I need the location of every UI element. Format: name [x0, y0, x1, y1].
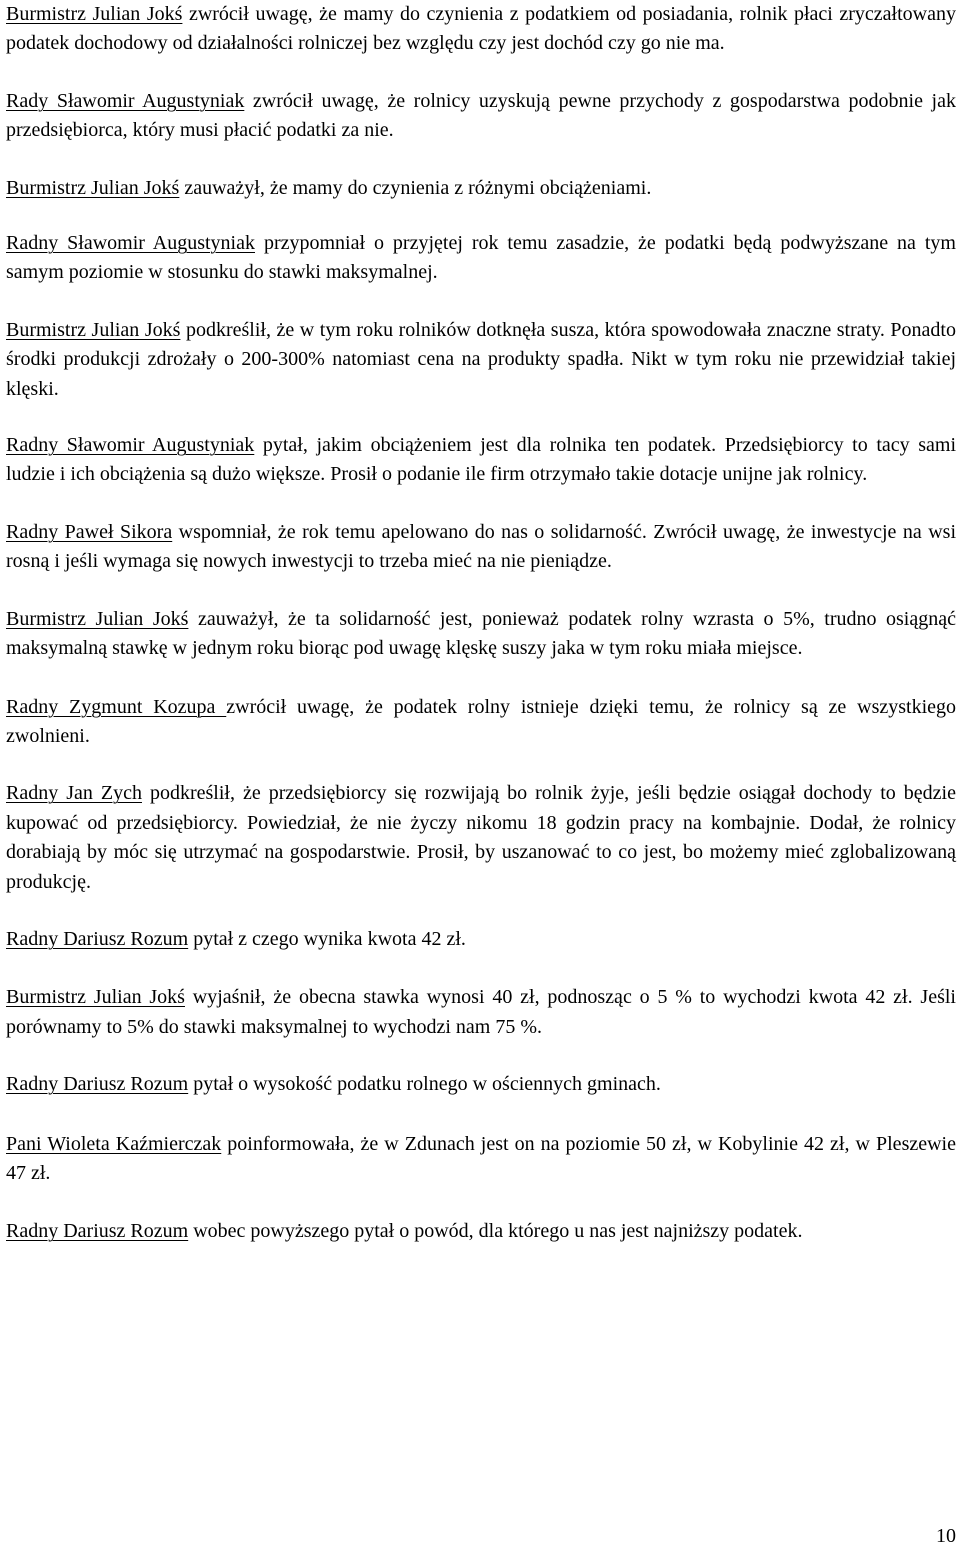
speaker-name: Radny Dariusz Rozum	[6, 927, 189, 950]
paragraph-text: pytał z czego wynika kwota 42 zł.	[188, 927, 466, 950]
paragraph	[6, 431, 956, 490]
speaker-name: Radny Jan Zych	[6, 782, 142, 805]
speaker-name: Burmistrz Julian Jokś	[6, 176, 180, 199]
paragraph-text: zwrócił uwagę, że mamy do czynienia z podatkiem od posiadania, rolnik płaci zryczałtowany podatek dochodowy od działalności rolniczej bez względu czy jest dochód czy go nie ma.	[6, 3, 956, 55]
speaker-name: Radny Paweł Sikora	[6, 520, 173, 543]
paragraph	[6, 605, 956, 664]
paragraph	[6, 1070, 956, 1099]
speaker-name: Radny Sławomir Augustyniak	[6, 232, 255, 255]
paragraph-text: zwrócił uwagę, że rolnicy uzyskują pewne przychody z gospodarstwa podobnie jak przedsiębiorca, który musi płacić podatki za nie.	[6, 89, 956, 142]
speaker-name: Pani Wioleta Kaźmierczak	[6, 1132, 222, 1155]
paragraph-text: podkreślił, że w tym roku rolników dotknęła susza, która spowodowała znaczne straty. Ponadto środki produkcji zdrożały o 200-300% natomiast cena na produkty spadła. Nikt w tym roku nie przewidział takiej klęski.	[6, 318, 956, 400]
paragraph	[6, 693, 956, 752]
paragraph-text: zauważył, że ta solidarność jest, ponieważ podatek rolny wzrasta o 5%, trudno osiągnąć maksymalną stawkę w jednym roku biorąc pod uwagę klęskę suszy jaka w tym roku miała miejsce.	[6, 607, 956, 660]
paragraph	[6, 316, 956, 404]
document-body	[6, 0, 956, 1247]
paragraph	[6, 1217, 956, 1246]
paragraph	[6, 0, 956, 59]
paragraph-text: podkreślił, że przedsiębiorcy się rozwijają bo rolnik żyje, jeśli będzie osiągał dochody to będzie kupować od przedsiębiorcy. Powiedział, że nie życzy nikomu 18 godzin pracy na kombajnie. Dodał, że rolnicy dorabiają by móc się utrzymać na gospodarstwie. Prosił, by uszanować to co jest, bo możemy mieć zglobalizowaną produkcję.	[6, 782, 956, 893]
paragraph-text: wobec powyższego pytał o powód, dla którego u nas jest najniższy podatek.	[188, 1220, 803, 1243]
speaker-name: Burmistrz Julian Jokś	[6, 318, 181, 341]
paragraph	[6, 1130, 956, 1189]
speaker-name: Radny Dariusz Rozum	[6, 1220, 189, 1243]
speaker-name: Burmistrz Julian Jokś	[6, 3, 183, 25]
paragraph-text: zwrócił uwagę, że podatek rolny istnieje dzięki temu, że rolnicy są ze wszystkiego zwolnieni.	[6, 695, 957, 747]
paragraph	[6, 518, 956, 577]
speaker-name: Rady Sławomir Augustyniak	[6, 89, 245, 112]
speaker-name: Radny Sławomir Augustyniak	[6, 434, 255, 457]
paragraph-text: wyjaśnił, że obecna stawka wynosi 40 zł, podnosząc o 5 % to wychodzi kwota 42 zł. Jeśli porównamy to 5% do stawki maksymalnej to wychodzi nam 75 %.	[6, 986, 956, 1038]
speaker-name: Radny Dariusz Rozum	[6, 1073, 189, 1096]
paragraph-text: pytał, jakim obciążeniem jest dla rolnika ten podatek. Przedsiębiorcy to tacy sami ludzie i ich obciążenia są dużo większe. Prosił o podanie ile firm otrzymało takie dotacje unijne jak rolnicy.	[6, 434, 956, 486]
paragraph-text: przypomniał o przyjętej rok temu zasadzie, że podatki będą podwyższane na tym samym poziomie w stosunku do stawki maksymalnej.	[6, 232, 956, 284]
page-number: 10	[936, 1525, 956, 1547]
paragraph	[6, 87, 956, 146]
paragraph-text: pytał o wysokość podatku rolnego w ościennych gminach.	[188, 1073, 661, 1096]
speaker-name: Burmistrz Julian Jokś	[6, 607, 189, 630]
speaker-name: Radny Zygmunt Kozupa	[6, 695, 227, 718]
paragraph	[6, 925, 956, 954]
paragraph	[6, 174, 956, 203]
paragraph-text: zauważył, że mamy do czynienia z różnymi obciążeniami.	[179, 176, 652, 199]
paragraph-text: poinformowała, że w Zdunach jest on na poziomie 50 zł, w Kobylinie 42 zł, w Pleszewie 47 zł.	[6, 1132, 956, 1184]
paragraph-text: wspomniał, że rok temu apelowano do nas o solidarność. Zwrócił uwagę, że inwestycje na wsi rosną i jeśli wymaga się nowych inwestycji to trzeba mieć na nie pieniądze.	[6, 520, 956, 573]
paragraph	[6, 983, 956, 1042]
paragraph	[6, 779, 956, 897]
paragraph	[6, 229, 956, 288]
speaker-name: Burmistrz Julian Jokś	[6, 986, 185, 1009]
